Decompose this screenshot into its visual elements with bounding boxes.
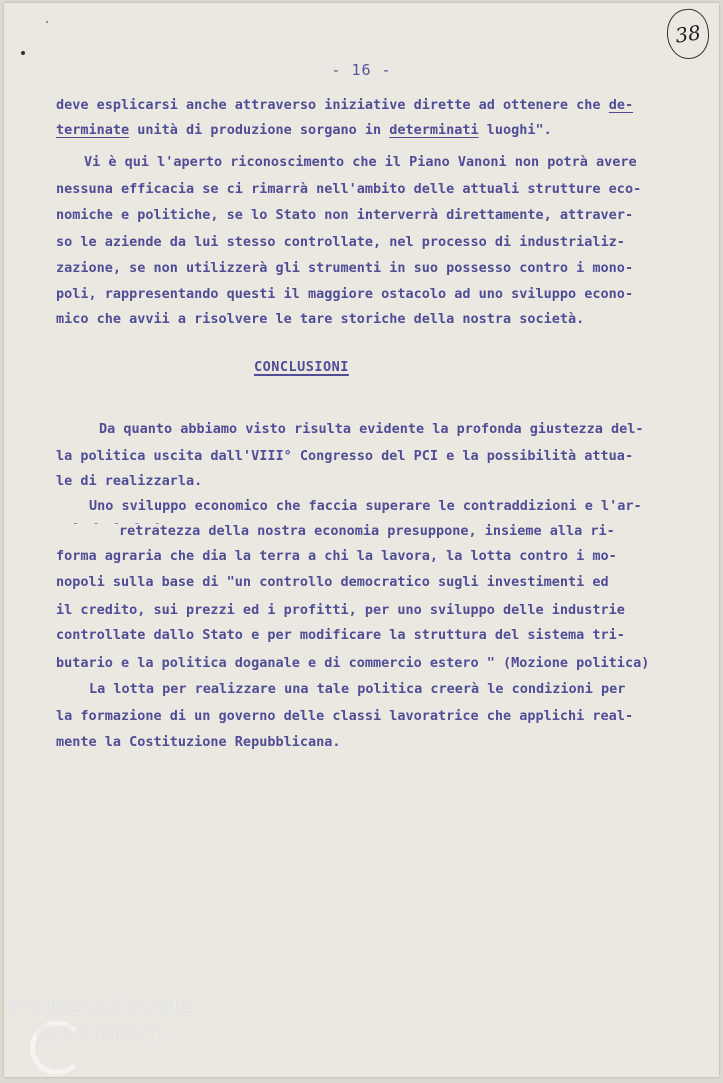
text-line: Da quanto abbiamo visto risulta evidente la profonda giustezza del- — [99, 421, 644, 437]
document-page — [4, 3, 719, 1077]
text-line: poli, rappresentando questi il maggiore ostacolo ad uno sviluppo econo- — [56, 286, 634, 302]
text-line: forma agraria che dia la terra a chi la lavora, la lotta contro i mo- — [56, 548, 617, 564]
watermark-line: FONDAZIONE — [8, 993, 197, 1021]
page-number: - 16 - — [331, 61, 392, 79]
text-line: nessuna efficacia se ci rimarrà nell'ambito delle attuali strutture eco- — [56, 181, 642, 197]
text-line: deve esplicarsi anche attraverso iniziative dirette ad ottenere che de- — [56, 97, 634, 113]
text-line: La lotta per realizzare una tale politica creerà le condizioni per — [89, 681, 626, 697]
text-line: mico che avvii a risolvere le tare storiche della nostra società. — [56, 311, 585, 327]
watermark-line: GRAMSCI — [36, 1021, 168, 1049]
text-line: butario e la politica doganale e di commercio estero " (Mozione politica) — [56, 655, 650, 671]
text-line: la politica uscita dall'VIII° Congresso del PCI e la possibilità attua- — [56, 448, 634, 464]
text-line: mente la Costituzione Repubblicana. — [56, 734, 341, 750]
text-line: Vi è qui l'aperto riconoscimento che il Piano Vanoni non potrà avere — [84, 154, 637, 170]
text-line: retratezza della nostra economia presuppone, insieme alla ri- — [119, 523, 615, 539]
text-line: controllate dallo Stato e per modificare la struttura del sistema tri- — [56, 627, 625, 643]
text-line: Uno sviluppo economico che faccia superare le contraddizioni e l'ar- — [89, 498, 642, 514]
ink-mark — [21, 51, 25, 55]
text-line: nopoli sulla base di "un controllo democratico sugli investimenti ed — [56, 574, 609, 590]
text-line: nomiche e politiche, se lo Stato non interverrà direttamente, attraver- — [56, 207, 634, 223]
ink-mark — [46, 21, 48, 23]
text-line: so le aziende da lui stesso controllate, nel processo di industrializ- — [56, 234, 625, 250]
watermark — [8, 993, 197, 1049]
text-line: le di realizzarla. — [56, 473, 203, 489]
text-line: il credito, sui prezzi ed i profitti, per uno sviluppo delle industrie — [56, 602, 625, 618]
stray-dashes: - - - - - — [72, 516, 165, 530]
text-line: la formazione di un governo delle classi lavoratrice che applichi real- — [56, 708, 634, 724]
folio-number: 38 — [664, 6, 713, 61]
section-heading: CONCLUSIONI — [254, 359, 349, 375]
text-line: zazione, se non utilizzerà gli strumenti in suo possesso contro i mono- — [56, 260, 634, 276]
text-line: terminate unità di produzione sorgano in determinati luoghi". — [56, 122, 552, 138]
